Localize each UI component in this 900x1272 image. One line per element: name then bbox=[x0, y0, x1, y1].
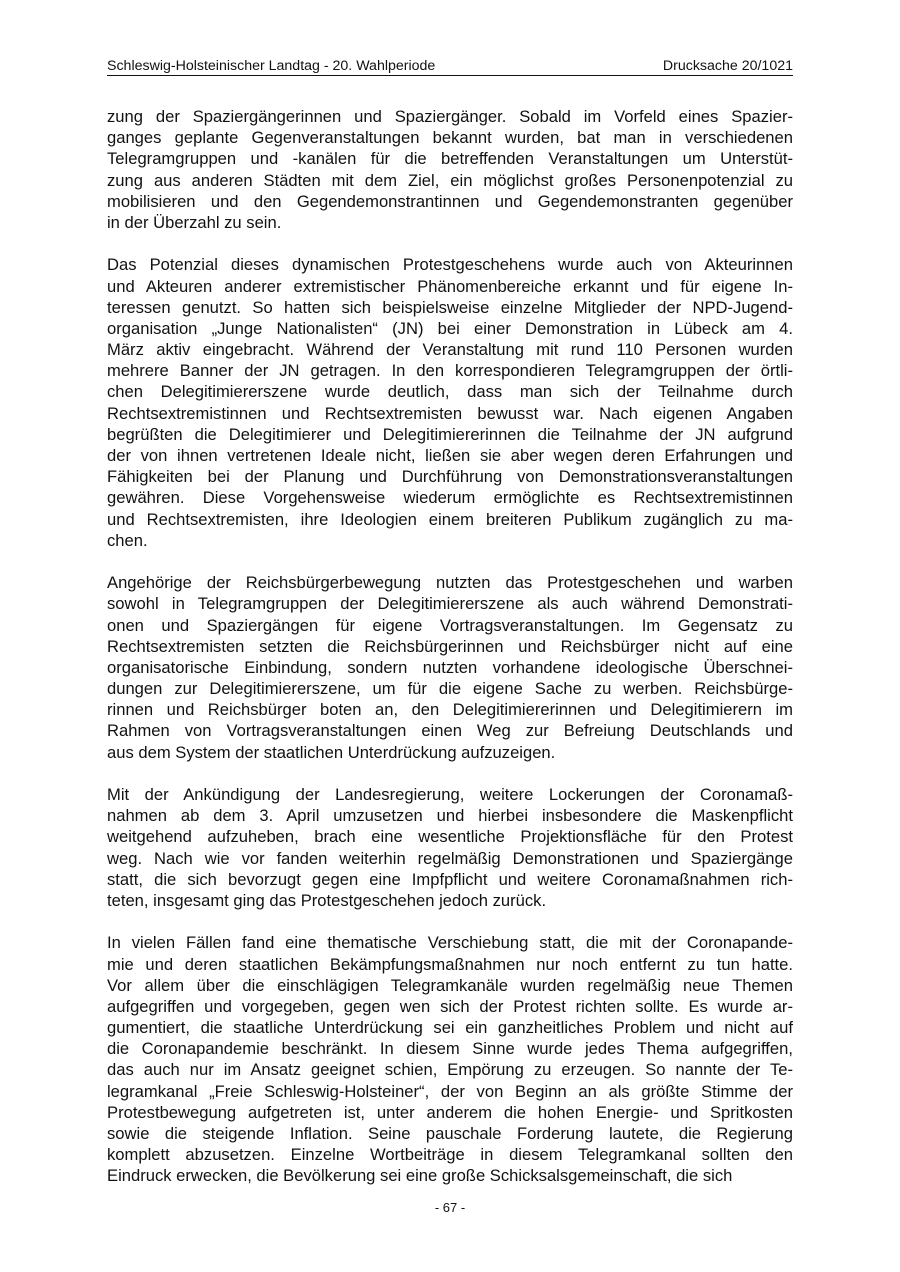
text-line: aufgegriffen und vorgegeben, gegen wen sich der Protest richten sollte. Es wurde ar- bbox=[107, 996, 793, 1016]
page-header bbox=[107, 57, 793, 76]
text-line: chen. bbox=[107, 530, 148, 550]
paragraph bbox=[107, 106, 793, 233]
text-line: mie und deren staatlichen Bekämpfungsmaßnahmen nur noch entfernt zu tun hatte. bbox=[107, 954, 793, 974]
text-line: Eindruck erwecken, die Bevölkerung sei eine große Schicksalsgemeinschaft, die sich bbox=[107, 1166, 733, 1186]
text-line: organisation „Junge Nationalisten“ (JN) bei einer Demonstration in Lübeck am 4. bbox=[107, 318, 793, 338]
text-line: in der Überzahl zu sein. bbox=[107, 212, 282, 232]
text-line: Mit der Ankündigung der Landesregierung, weitere Lockerungen der Coronamaß- bbox=[107, 785, 793, 804]
text-line: Vor allem über die einschlägigen Telegramkanäle wurden regelmäßig neue Themen bbox=[107, 975, 793, 995]
text-line: dungen zur Delegitimiererszene, um für die eigene Sache zu werben. Reichsbürge- bbox=[107, 679, 793, 699]
text-line: Das Potenzial dieses dynamischen Protestgeschehens wurde auch von Akteurinnen bbox=[107, 255, 793, 275]
text-line: Rechtsextremistinnen und Rechtsextremisten bewusst war. Nach eigenen Angaben bbox=[107, 403, 793, 423]
document-body bbox=[107, 106, 793, 1187]
text-line: statt, die sich bevorzugt gegen eine Impfpflicht und weitere Coronamaßnahmen rich- bbox=[107, 869, 793, 889]
text-line: Fähigkeiten bei der Planung und Durchführung von Demonstrationsveranstaltungen bbox=[107, 467, 793, 487]
text-line: März aktiv eingebracht. Während der Veranstaltung mit rund 110 Personen wurden bbox=[107, 340, 793, 360]
text-line: mehrere Banner der JN getragen. In den korrespondieren Telegramgruppen der örtli- bbox=[107, 361, 793, 381]
text-line: sowohl in Telegramgruppen der Delegitimiererszene als auch während Demonstrati- bbox=[107, 594, 793, 614]
text-line: und Rechtsextremisten, ihre Ideologien einem breiteren Publikum zugänglich zu ma- bbox=[107, 509, 793, 529]
paragraph-gap bbox=[107, 911, 793, 932]
text-line: die Coronapandemie beschränkt. In diesem Sinne wurde jedes Thema aufgegriffen, bbox=[107, 1039, 793, 1059]
text-line: teressen genutzt. So hatten sich beispielsweise einzelne Mitglieder der NPD-Jugend- bbox=[107, 297, 793, 317]
text-line: teten, insgesamt ging das Protestgeschehen jedoch zurück. bbox=[107, 890, 547, 910]
text-line: begrüßten die Delegitimierer und Delegitimiererinnen die Teilnahme der JN aufgrund bbox=[107, 424, 793, 444]
text-line: Angehörige der Reichsbürgerbewegung nutzten das Protestgeschehen und warben bbox=[107, 573, 793, 593]
text-line: sowie die steigende Inflation. Seine pauschale Forderung lautete, die Regierung bbox=[107, 1124, 793, 1143]
text-line: rinnen und Reichsbürger boten an, den Delegitimiererinnen und Delegitimierern im bbox=[107, 700, 793, 720]
text-line: organisatorische Einbindung, sondern nutzten vorhandene ideologische Überschnei- bbox=[107, 657, 793, 677]
page-number: - 67 - bbox=[434, 1200, 466, 1215]
paragraph bbox=[107, 254, 793, 551]
text-line: weitgehend aufzuheben, brach eine wesentliche Projektionsfläche für den Protest bbox=[107, 827, 793, 847]
text-line: komplett abzusetzen. Einzelne Wortbeiträge in diesem Telegramkanal sollten den bbox=[107, 1145, 793, 1165]
header-title: Schleswig-Holsteinischer Landtag - 20. Wahlperiode bbox=[107, 58, 436, 74]
text-line: und Akteuren anderer extremistischer Phänomenbereiche erkannt und für eigene In- bbox=[107, 276, 793, 296]
text-line: der von ihnen vertretenen Ideale nicht, ließen sie aber wegen deren Erfahrungen und bbox=[107, 446, 793, 465]
text-line: In vielen Fällen fand eine thematische Verschiebung statt, die mit der Coronapande- bbox=[107, 933, 793, 953]
text-line: Protestbewegung aufgetreten ist, unter anderem die hohen Energie- und Spritkosten bbox=[107, 1102, 793, 1122]
text-line: gumentiert, die staatliche Unterdrückung sei ein ganzheitliches Problem und nicht auf bbox=[107, 1018, 793, 1038]
paragraph bbox=[107, 784, 793, 911]
text-line: mobilisieren und den Gegendemonstrantinnen und Gegendemonstranten gegenüber bbox=[107, 191, 793, 211]
paragraph-gap bbox=[107, 551, 793, 572]
text-line: onen und Spaziergängen für eigene Vortragsveranstaltungen. Im Gegensatz zu bbox=[107, 615, 793, 635]
text-line: chen Delegitimiererszene wurde deutlich, dass man sich der Teilnahme durch bbox=[107, 382, 793, 402]
text-line: zung der Spaziergängerinnen und Spaziergänger. Sobald im Vorfeld eines Spazier- bbox=[107, 107, 793, 126]
text-line: aus dem System der staatlichen Unterdrückung aufzuzeigen. bbox=[107, 742, 556, 762]
text-line: gewähren. Diese Vorgehensweise wiederum ermöglichte es Rechtsextremistinnen bbox=[107, 488, 793, 508]
header-document-number: Drucksache 20/1021 bbox=[662, 58, 793, 74]
text-line: Telegramgruppen und -kanälen für die betreffenden Veranstaltungen um Unterstüt- bbox=[107, 149, 793, 169]
text-line: weg. Nach wie vor fanden weiterhin regelmäßig Demonstrationen und Spaziergänge bbox=[107, 848, 793, 868]
text-line: legramkanal „Freie Schleswig-Holsteiner“, der von Beginn an als größte Stimme der bbox=[107, 1081, 793, 1101]
text-line: nahmen ab dem 3. April umzusetzen und hierbei insbesondere die Maskenpflicht bbox=[107, 806, 793, 826]
paragraph bbox=[107, 932, 793, 1186]
paragraph-gap bbox=[107, 233, 793, 254]
text-line: Rahmen von Vortragsveranstaltungen einen Weg zur Befreiung Deutschlands und bbox=[107, 721, 793, 741]
paragraph bbox=[107, 572, 793, 763]
text-line: zung aus anderen Städten mit dem Ziel, ein möglichst großes Personenpotenzial zu bbox=[107, 170, 793, 190]
paragraph-gap bbox=[107, 763, 793, 784]
text-line: Rechtsextremisten setzten die Reichsbürgerinnen und Reichsbürger nicht auf eine bbox=[107, 636, 793, 656]
text-line: das auch nur im Ansatz geeignet schien, Empörung zu erzeugen. So nannte der Te- bbox=[107, 1060, 793, 1080]
text-line: ganges geplante Gegenveranstaltungen bekannt wurden, bat man in verschiedenen bbox=[107, 128, 793, 148]
